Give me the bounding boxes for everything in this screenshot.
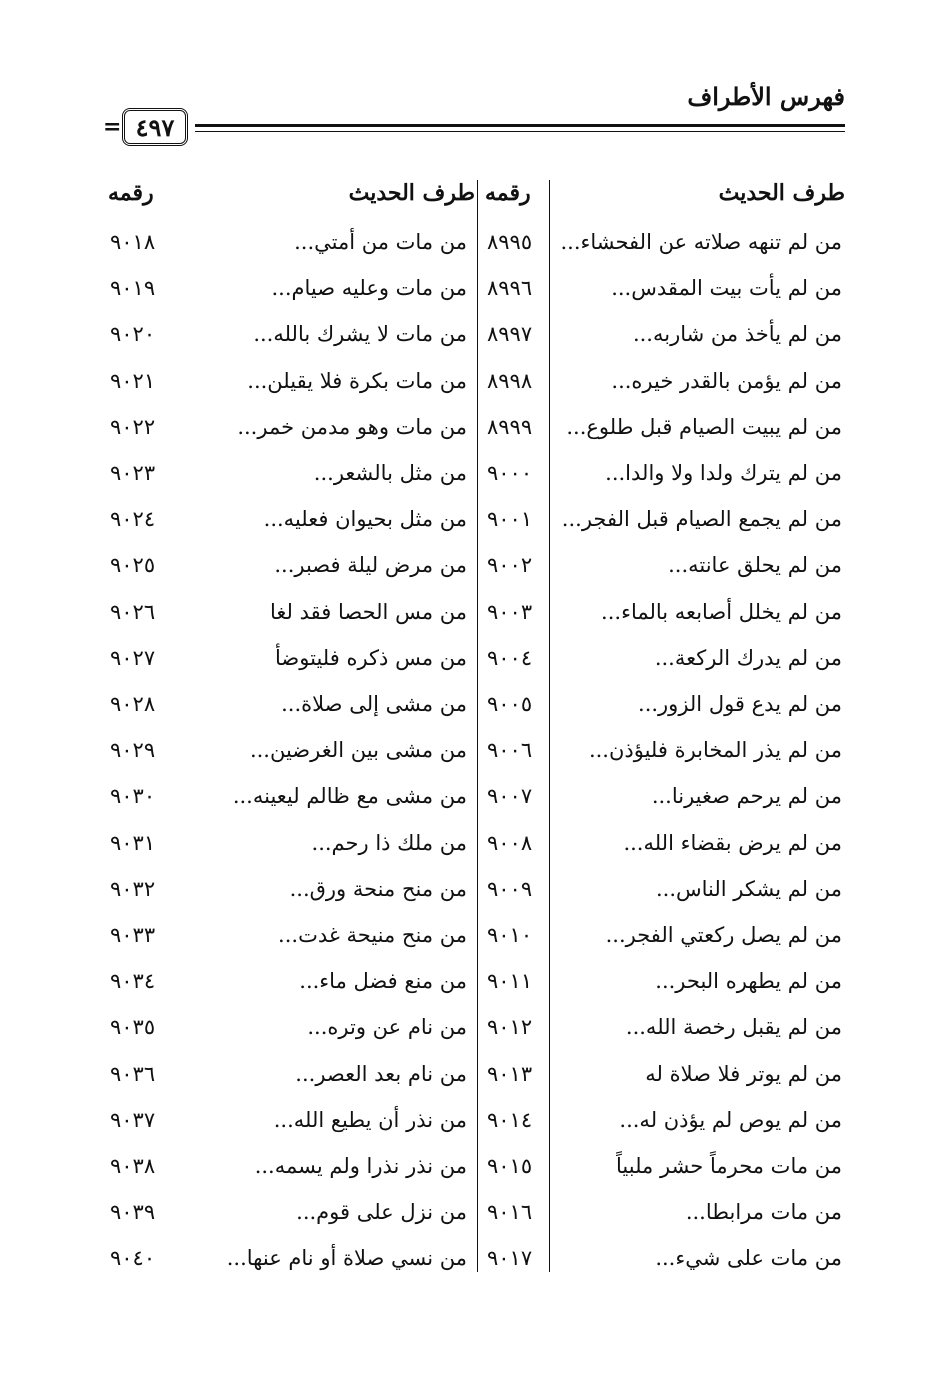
left_column-entry-text bbox=[167, 776, 467, 816]
right_column-entry-number: ٩٠٠٦ bbox=[487, 738, 533, 763]
hadith-fragment: من لم يشكر الناس... bbox=[655, 876, 842, 901]
right_column-entry-number: ٩٠١٥ bbox=[487, 1154, 533, 1178]
hadith-fragment: من مثل بحيوان فعليه... bbox=[263, 507, 467, 532]
hadith-fragment: من لم تنهه صلاته عن الفحشاء... bbox=[560, 230, 842, 254]
right_column-entry-text bbox=[542, 1238, 842, 1278]
left_column-entry-text bbox=[167, 1238, 467, 1278]
hadith-fragment: من مات محرماً حشر ملبياً bbox=[616, 1154, 842, 1178]
right_column-entry-text bbox=[542, 869, 842, 909]
page-title: فهرس الأطراف bbox=[687, 82, 845, 111]
hadith-fragment: من لم يحلق عانته... bbox=[668, 553, 842, 578]
left_column-entry-number: ٩٠٢١ bbox=[110, 368, 156, 393]
hadith-fragment: من مشى بين الغرضين... bbox=[249, 738, 467, 763]
left_column-entry-text bbox=[167, 453, 467, 493]
right_column-entry-number: ٩٠٠١ bbox=[487, 507, 533, 532]
right_column-entry-text bbox=[542, 1192, 842, 1232]
left_column-entry-number: ٩٠٢٣ bbox=[110, 461, 156, 485]
left_column-entry-text bbox=[167, 268, 467, 308]
middle-separator bbox=[477, 180, 478, 1272]
right_column-entry-text bbox=[542, 453, 842, 493]
left_column-entry-text bbox=[167, 1192, 467, 1232]
left_column-entry-number: ٩٠٤٠ bbox=[110, 1246, 156, 1271]
hadith-fragment: من نام بعد العصر... bbox=[295, 1061, 467, 1086]
right_column-entry-text bbox=[542, 684, 842, 724]
right_column-entry-text bbox=[542, 545, 842, 585]
hadith-fragment: من لم يقبل رخصة الله... bbox=[625, 1015, 842, 1040]
right_column-entry-text bbox=[542, 361, 842, 401]
hadith-fragment: من لم يرض بقضاء الله... bbox=[623, 830, 842, 855]
right_column-entry-text bbox=[542, 1100, 842, 1140]
right_column-entry-text bbox=[542, 1146, 842, 1186]
right_column-entry-text bbox=[542, 1054, 842, 1094]
header-rule-thick bbox=[195, 124, 845, 127]
hadith-fragment: من لم يأخذ من شاربه... bbox=[632, 322, 842, 347]
hadith-fragment: من مشى مع ظالم ليعينه... bbox=[232, 784, 467, 809]
left_column-entry-number: ٩٠٢٩ bbox=[110, 738, 156, 763]
right_column-entry-number: ٨٩٩٥ bbox=[487, 230, 533, 254]
hadith-fragment: من لم يدع قول الزور... bbox=[638, 692, 842, 716]
left_column-entry-number: ٩٠٢٦ bbox=[110, 599, 156, 624]
left_column-entry-text bbox=[167, 361, 467, 401]
right_column-entry-text bbox=[542, 314, 842, 354]
left_column-entry-text bbox=[167, 1007, 467, 1047]
left_column-entry-number: ٩٠٢٧ bbox=[110, 645, 156, 670]
right_column-entry-text bbox=[542, 499, 842, 539]
hadith-fragment: من لم يرحم صغيرنا... bbox=[651, 784, 842, 809]
hadith-fragment: من مشى إلى صلاة... bbox=[281, 692, 467, 716]
right_column-entry-number: ٨٩٩٨ bbox=[487, 368, 533, 393]
right_column-entry-number: ٩٠١٤ bbox=[487, 1107, 533, 1132]
hadith-fragment: من مات وهو مدمن خمر... bbox=[237, 414, 467, 439]
hadith-fragment: من نام عن وتره... bbox=[307, 1015, 467, 1040]
left_column-entry-text bbox=[167, 314, 467, 354]
hadith-fragment: من لم يذر المخابرة فليؤذن... bbox=[588, 738, 842, 763]
hadith-fragment: من نذر نذرا ولم يسمه... bbox=[254, 1154, 467, 1178]
right_column-entry-number: ٨٩٩٩ bbox=[487, 414, 533, 439]
right_column-entry-text bbox=[542, 407, 842, 447]
hadith-fragment: من لم يأت بيت المقدس... bbox=[611, 276, 842, 301]
right_column-entry-number: ٩٠٠٧ bbox=[487, 784, 533, 809]
left_column-entry-text bbox=[167, 1146, 467, 1186]
right_column-entry-number: ٩٠٠٥ bbox=[487, 692, 533, 716]
left-column-text-header: طرف الحديث bbox=[348, 180, 475, 206]
right-column-num-header: رقمه bbox=[485, 180, 531, 206]
left_column-entry-number: ٩٠٢٤ bbox=[110, 507, 156, 532]
hadith-fragment: من مثل بالشعر... bbox=[313, 461, 467, 485]
hadith-fragment: من لم يصل ركعتي الفجر... bbox=[605, 923, 842, 947]
hadith-fragment: من لم يترك ولدا ولا والدا... bbox=[605, 461, 842, 485]
right_column-entry-number: ٩٠٠٩ bbox=[487, 876, 533, 901]
left_column-entry-number: ٩٠٢٨ bbox=[110, 692, 156, 716]
left_column-entry-text bbox=[167, 869, 467, 909]
hadith-fragment: من مات لا يشرك بالله... bbox=[253, 322, 467, 347]
right_column-entry-number: ٩٠١٧ bbox=[487, 1246, 533, 1271]
left_column-entry-text bbox=[167, 1054, 467, 1094]
right_column-entry-text bbox=[542, 961, 842, 1001]
right-column-text-header: طرف الحديث bbox=[718, 180, 845, 206]
right_column-entry-text bbox=[542, 592, 842, 632]
left-column-num-header: رقمه bbox=[108, 180, 154, 206]
hadith-fragment: من لم يخلل أصابعه بالماء... bbox=[601, 599, 842, 624]
left_column-entry-number: ٩٠١٩ bbox=[110, 276, 156, 301]
right_column-entry-number: ٩٠٠٤ bbox=[487, 645, 533, 670]
hadith-fragment: من مات على شيء... bbox=[655, 1246, 842, 1271]
left_column-entry-text bbox=[167, 915, 467, 955]
right_column-entry-number: ٩٠٠٠ bbox=[487, 461, 533, 485]
left_column-entry-number: ٩٠٣٦ bbox=[110, 1061, 156, 1086]
page-number-box bbox=[122, 108, 188, 146]
hadith-fragment: من لم يؤمن بالقدر خيره... bbox=[611, 368, 842, 393]
left_column-entry-number: ٩٠٣٣ bbox=[110, 923, 156, 947]
right_column-entry-number: ٩٠١٣ bbox=[487, 1061, 533, 1086]
hadith-fragment: من لم يوتر فلا صلاة له bbox=[645, 1061, 842, 1086]
left_column-entry-number: ٩٠٢٥ bbox=[110, 553, 156, 578]
hadith-fragment: من مات مرابطا... bbox=[685, 1200, 842, 1225]
left_column-entry-number: ٩٠٣٤ bbox=[110, 969, 156, 994]
hadith-fragment: من نذر أن يطيع الله... bbox=[273, 1107, 467, 1132]
left_column-entry-text bbox=[167, 407, 467, 447]
hadith-fragment: من نسي صلاة أو نام عنها... bbox=[226, 1246, 467, 1271]
hadith-fragment: من مرض ليلة فصبر... bbox=[274, 553, 467, 578]
header-rule-thin bbox=[195, 131, 845, 132]
left_column-entry-text bbox=[167, 545, 467, 585]
hadith-fragment: من مس ذكره فليتوضأ bbox=[275, 645, 467, 670]
hadith-fragment: من منح منيحة غدت... bbox=[278, 923, 467, 947]
hadith-fragment: من مات من أمتي... bbox=[294, 230, 467, 254]
right_column-entry-text bbox=[542, 1007, 842, 1047]
left_column-entry-text bbox=[167, 222, 467, 262]
right_column-entry-text bbox=[542, 638, 842, 678]
left_column-entry-text bbox=[167, 638, 467, 678]
right_column-entry-number: ٩٠١٢ bbox=[487, 1015, 533, 1040]
left_column-entry-number: ٩٠٣٧ bbox=[110, 1107, 156, 1132]
right_column-entry-number: ٩٠١٠ bbox=[487, 923, 533, 947]
hadith-fragment: من لم يجمع الصيام قبل الفجر... bbox=[561, 507, 842, 532]
left_column-entry-number: ٩٠٣١ bbox=[110, 830, 156, 855]
page-number: ٤٩٧ bbox=[135, 112, 175, 142]
hadith-fragment: من لم يبيت الصيام قبل طلوع... bbox=[566, 414, 842, 439]
hadith-fragment: من لم يدرك الركعة... bbox=[654, 645, 842, 670]
left_column-entry-number: ٩٠٣٩ bbox=[110, 1200, 156, 1225]
right_column-entry-number: ٨٩٩٧ bbox=[487, 322, 533, 347]
left_column-entry-text bbox=[167, 961, 467, 1001]
right_column-entry-text bbox=[542, 776, 842, 816]
right_column-entry-number: ٩٠٠٢ bbox=[487, 553, 533, 578]
hadith-fragment: من لم يوص لم يؤذن له... bbox=[619, 1107, 842, 1132]
right_column-entry-text bbox=[542, 268, 842, 308]
left_column-entry-number: ٩٠٣٢ bbox=[110, 876, 156, 901]
left_column-entry-text bbox=[167, 1100, 467, 1140]
hadith-fragment: من منح منحة ورق... bbox=[289, 876, 467, 901]
right_column-entry-text bbox=[542, 222, 842, 262]
left_column-entry-text bbox=[167, 730, 467, 770]
left_column-entry-number: ٩٠٣٥ bbox=[110, 1015, 156, 1040]
left_column-entry-number: ٩٠١٨ bbox=[110, 230, 156, 254]
hadith-fragment: من لم يطهره البحر... bbox=[655, 969, 842, 994]
left_column-entry-text bbox=[167, 499, 467, 539]
hadith-fragment: من ملك ذا رحم... bbox=[311, 830, 467, 855]
right_column-entry-number: ٨٩٩٦ bbox=[487, 276, 533, 301]
left_column-entry-text bbox=[167, 592, 467, 632]
hadith-fragment: من مس الحصا فقد لغا bbox=[270, 599, 467, 624]
left_column-entry-number: ٩٠٣٠ bbox=[110, 784, 156, 809]
hadith-fragment: من منع فضل ماء... bbox=[299, 969, 467, 994]
right_column-entry-number: ٩٠٠٣ bbox=[487, 599, 533, 624]
right_column-entry-number: ٩٠١١ bbox=[487, 969, 533, 994]
left_column-entry-number: ٩٠٣٨ bbox=[110, 1154, 156, 1178]
right_column-entry-number: ٩٠١٦ bbox=[487, 1200, 533, 1225]
left_column-entry-number: ٩٠٢٢ bbox=[110, 414, 156, 439]
left_column-entry-text bbox=[167, 823, 467, 863]
hadith-fragment: من مات بكرة فلا يقيلن... bbox=[247, 368, 467, 393]
hadith-fragment: من نزل على قوم... bbox=[296, 1200, 467, 1225]
page-number-ornament: = bbox=[103, 114, 122, 140]
left_column-entry-number: ٩٠٢٠ bbox=[110, 322, 156, 347]
hadith-fragment: من مات وعليه صيام... bbox=[271, 276, 467, 301]
right_column-entry-number: ٩٠٠٨ bbox=[487, 830, 533, 855]
right_column-entry-text bbox=[542, 730, 842, 770]
right_column-entry-text bbox=[542, 823, 842, 863]
left_column-entry-text bbox=[167, 684, 467, 724]
right_column-entry-text bbox=[542, 915, 842, 955]
